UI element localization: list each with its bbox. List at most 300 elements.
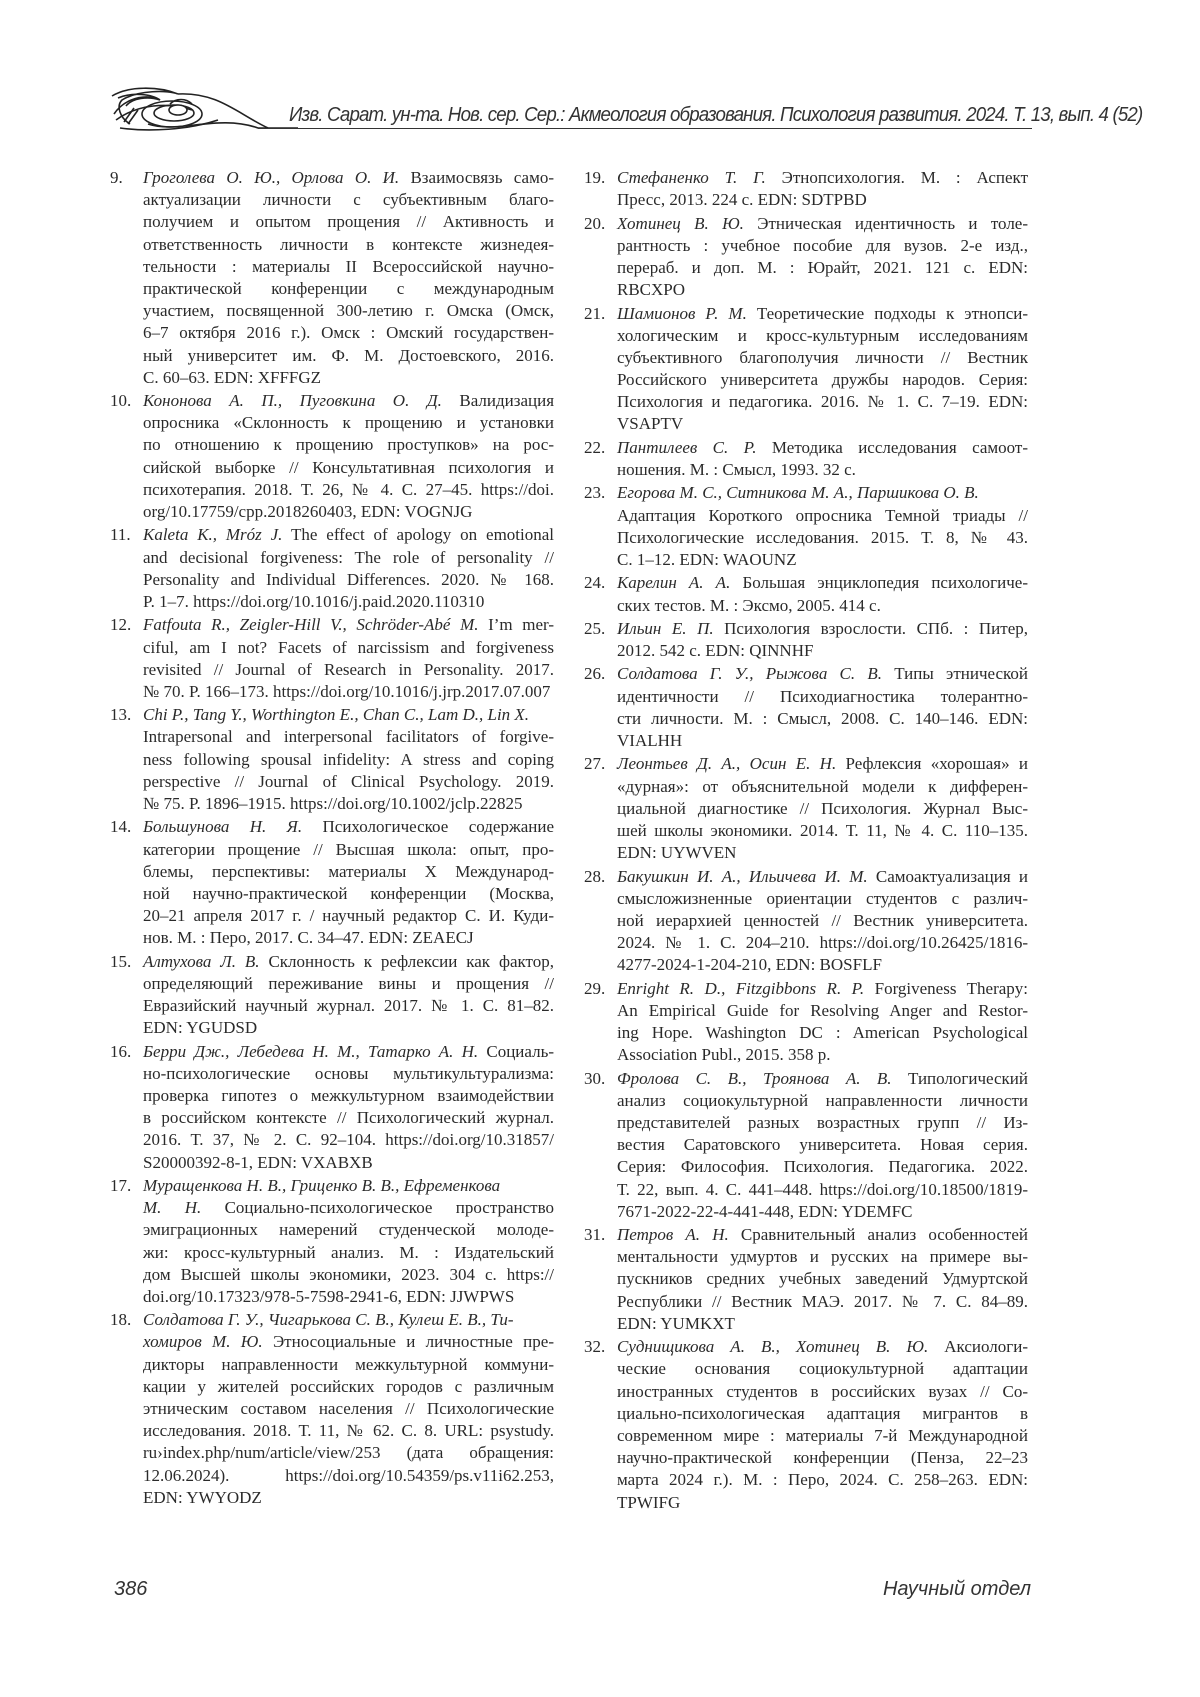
reference-text: вестия Саратовского университета. Новая серия.: [617, 1135, 1028, 1155]
reference-line: [617, 753, 1028, 775]
reference-line: [143, 1354, 554, 1376]
reference-line: [617, 1403, 1028, 1425]
reference-text: шей школы экономики. 2014. Т. 11, № 4. С. 110–135.: [617, 820, 1028, 840]
reference-line: [143, 390, 554, 412]
reference-item: [584, 618, 1028, 662]
reference-item: [110, 524, 554, 613]
reference-line: [617, 213, 1028, 235]
reference-text: получием и опытом прощения // Активность и: [143, 212, 554, 232]
reference-text: № 75. P. 1896–1915. https://doi.org/10.1002/jclp.22825: [143, 794, 523, 813]
reference-text: 2016. Т. 37, № 2. С. 92–104. https://doi.org/10.31857/: [143, 1130, 554, 1150]
reference-line: [143, 234, 554, 256]
reference-number: 23.: [584, 483, 606, 503]
reference-text: пускников средних учебных заведений Удмуртской: [617, 1269, 1028, 1289]
reference-text: Рефлексия «хорошая» и: [845, 754, 1029, 774]
reference-line: [143, 681, 554, 703]
reference-authors: М. Н.: [143, 1198, 202, 1218]
reference-number: 14.: [110, 817, 132, 837]
reference-text: Forgiveness Therapy:: [874, 978, 1028, 998]
reference-text: но-психологические основы мультикультурализма:: [143, 1063, 554, 1083]
reference-item: [584, 663, 1028, 752]
reference-line: [143, 861, 554, 883]
reference-item: [110, 167, 554, 389]
reference-text: идентичности // Психодиагностика толерантно-: [617, 686, 1028, 706]
reference-line: [617, 686, 1028, 708]
reference-text: современном мире : материалы 7-й Международной: [617, 1425, 1028, 1445]
reference-line: [143, 1286, 554, 1308]
reference-text: ментальности удмуртов и русских на примере вы-: [617, 1247, 1028, 1267]
reference-line: [617, 798, 1028, 820]
reference-line: [617, 1425, 1028, 1447]
reference-line: [617, 1447, 1028, 1469]
reference-number: 10.: [110, 391, 132, 411]
reference-line: [143, 1041, 554, 1063]
reference-line: [617, 1381, 1028, 1403]
reference-line: [143, 1129, 554, 1151]
reference-line: [617, 1000, 1028, 1022]
reference-authors: Петров А. Н.: [617, 1225, 729, 1245]
reference-text: 20–21 апреля 2017 г. / научный редактор С. И. Куди-: [143, 906, 554, 926]
reference-text: анализ социокультурной направленности личности: [617, 1090, 1028, 1110]
reference-item: [584, 213, 1028, 302]
reference-line: [143, 1376, 554, 1398]
reference-line: [617, 1112, 1028, 1134]
reference-text: Intrapersonal and interpersonal facilitators of forgive-: [143, 727, 554, 747]
reference-line: [143, 704, 554, 726]
reference-item: [584, 1336, 1028, 1514]
reference-line: [617, 954, 1028, 976]
reference-line: [143, 839, 554, 861]
reference-number: 31.: [584, 1225, 606, 1245]
reference-text: I’m mer-: [488, 615, 555, 635]
reference-line: [143, 1017, 554, 1039]
reference-line: [617, 730, 1028, 752]
reference-line: [617, 1090, 1028, 1112]
reference-line: [143, 1398, 554, 1420]
reference-line: [617, 1179, 1028, 1201]
reference-line: [617, 549, 1028, 571]
reference-line: [143, 816, 554, 838]
reference-line: [617, 1313, 1028, 1335]
reference-line: [617, 1291, 1028, 1313]
reference-text: опросника «Склонность к прощению и установки: [143, 413, 554, 433]
reference-line: [617, 866, 1028, 888]
reference-line: [617, 1268, 1028, 1290]
reference-number: 13.: [110, 705, 132, 725]
reference-number: 26.: [584, 664, 606, 684]
reference-number: 29.: [584, 978, 606, 998]
reference-text: An Empirical Guide for Resolving Anger and Restor-: [617, 1000, 1028, 1020]
reference-text: рантность : учебное пособие для вузов. 2-е изд.,: [617, 235, 1028, 255]
reference-text: субъективного благополучия личности // Вестник: [617, 347, 1028, 367]
reference-line: [143, 189, 554, 211]
reference-text: нов. М. : Перо, 2017. С. 34–47. EDN: ZEAECJ: [143, 928, 474, 948]
reference-text: EDN: UYWVEN: [617, 843, 737, 863]
reference-line: [617, 708, 1028, 730]
reference-text: Серия: Философия. Психология. Педагогика. 2022.: [617, 1157, 1028, 1177]
reference-line: [143, 614, 554, 636]
reference-text: 6–7 октября 2016 г.). Омск : Омский государствен-: [143, 323, 554, 343]
reference-line: [143, 524, 554, 546]
reference-line: [143, 167, 554, 189]
reference-text: Этнопсихология. М. : Аспект: [781, 168, 1029, 187]
reference-line: [617, 932, 1028, 954]
reference-number: 20.: [584, 213, 606, 233]
reference-text: Personality and Individual Differences. 2020. № 168.: [143, 569, 554, 589]
reference-authors: Пантилеев С. Р.: [617, 437, 757, 457]
reference-line: [617, 1044, 1028, 1066]
reference-line: [617, 1336, 1028, 1358]
reference-line: [143, 771, 554, 793]
reference-line: [143, 457, 554, 479]
page-number: 386: [114, 1578, 148, 1600]
journal-ornament-icon: [108, 84, 298, 134]
reference-text: ной иерархией ценностей // Вестник университета.: [617, 910, 1028, 930]
reference-line: [143, 1420, 554, 1442]
reference-line: [143, 569, 554, 591]
reference-text: Психологические исследования. 2015. Т. 8, № 43.: [617, 527, 1028, 547]
reference-text: Сравнительный анализ особенностей: [740, 1225, 1028, 1245]
reference-text: дом Высшей школы экономики, 2023. 304 с. https://: [143, 1264, 554, 1284]
reference-line: [143, 547, 554, 569]
reference-item: [584, 303, 1028, 436]
reference-item: [110, 614, 554, 703]
reference-item: [584, 1224, 1028, 1335]
reference-line: [143, 749, 554, 771]
reference-authors: Егорова М. С., Ситникова М. А., Паршикова О. В.: [617, 483, 979, 503]
reference-text: Социально-психологическое пространство: [224, 1198, 555, 1218]
reference-number: 21.: [584, 303, 606, 323]
reference-line: [143, 1175, 554, 1197]
reference-text: Психологическое содержание: [322, 817, 554, 837]
reference-text: психотерапия. 2018. Т. 26, № 4. С. 27–45. https://doi.: [143, 479, 554, 499]
reference-text: иностранных студентов в российских вузах // Со-: [617, 1381, 1028, 1401]
reference-text: Т. 22, вып. 4. С. 441–448. https://doi.org/10.18500/1819-: [617, 1179, 1028, 1199]
reference-authors: Стефаненко Т. Г.: [617, 168, 766, 187]
reference-text: perspective // Journal of Clinical Psychology. 2019.: [143, 771, 554, 791]
reference-text: 2012. 542 с. EDN: QINNHF: [617, 641, 814, 661]
reference-authors: Солдатова Г. У., Рыжова С. В.: [617, 664, 882, 684]
reference-line: [617, 369, 1028, 391]
reference-number: 25.: [584, 618, 606, 638]
reference-item: [584, 167, 1028, 211]
reference-line: [617, 1022, 1028, 1044]
reference-line: [617, 527, 1028, 549]
reference-line: [143, 322, 554, 344]
reference-text: 7671-2022-22-4-441-448, EDN: YDEMFC: [617, 1201, 913, 1221]
reference-line: [143, 434, 554, 456]
reference-authors: Enright R. D., Fitzgibbons R. P.: [617, 978, 865, 998]
reference-line: [143, 1219, 554, 1241]
reference-line: [143, 659, 554, 681]
reference-authors: Леонтьев Д. А., Осин Е. Н.: [617, 754, 837, 774]
reference-item: [584, 482, 1028, 571]
reference-line: [617, 437, 1028, 459]
reference-line: [143, 927, 554, 949]
reference-line: [143, 726, 554, 748]
reference-text: Association Publ., 2015. 358 p.: [617, 1045, 831, 1065]
reference-text: and decisional forgiveness: The role of personality //: [143, 547, 554, 567]
reference-number: 30.: [584, 1068, 606, 1088]
reference-text: практической конференции с международным: [143, 278, 554, 298]
reference-authors: Берри Дж., Лебедева Н. М., Татарко А. Н.: [143, 1041, 479, 1061]
reference-line: [617, 459, 1028, 481]
reference-line: [617, 888, 1028, 910]
reference-line: [617, 189, 1028, 211]
reference-text: исследования. 2018. Т. 11, № 62. С. 8. URL: psystudy.: [143, 1421, 554, 1441]
reference-text: марта 2024 г.). М. : Перо, 2024. С. 258–263. EDN:: [617, 1470, 1028, 1490]
reference-text: Евразийский научный журнал. 2017. № 1. С. 81–82.: [143, 996, 554, 1016]
reference-authors: Ильин Е. П.: [617, 618, 714, 638]
reference-item: [584, 753, 1028, 864]
reference-line: [143, 345, 554, 367]
reference-text: ответственность личности в контексте жизнедея-: [143, 234, 554, 254]
reference-number: 17.: [110, 1175, 132, 1195]
reference-text: Пресс, 2013. 224 с. EDN: SDTPBD: [617, 190, 867, 210]
reference-text: RBCXPO: [617, 280, 686, 300]
reference-text: 2024. № 1. С. 204–210. https://doi.org/10.26425/1816-: [617, 933, 1028, 953]
reference-item: [110, 1041, 554, 1174]
reference-text: org/10.17759/cpp.2018260403, EDN: VOGNJG: [143, 502, 473, 521]
reference-text: TPWIFG: [617, 1492, 681, 1512]
reference-authors: Шамионов Р. М.: [617, 303, 747, 323]
reference-text: Теоретические подходы к этнопси-: [756, 303, 1028, 323]
reference-line: [617, 776, 1028, 798]
reference-authors: Суднищикова А. В., Хотинец В. Ю.: [617, 1337, 929, 1357]
reference-line: [617, 279, 1028, 301]
reference-text: S20000392-8-1, EDN: VXABXB: [143, 1152, 373, 1172]
reference-text: 12.06.2024). https://doi.org/10.54359/ps.v11i62.253,: [143, 1465, 554, 1485]
reference-text: представителей разных возрастных групп // Из-: [617, 1112, 1028, 1132]
reference-line: [143, 995, 554, 1017]
reference-text: смысложизненные ориентации студентов с различ-: [617, 888, 1028, 908]
reference-text: ной научно-практической конференции (Москва,: [143, 883, 554, 903]
reference-number: 18.: [110, 1310, 132, 1330]
reference-line: [617, 1068, 1028, 1090]
reference-text: Этносоциальные и личностные пре-: [272, 1332, 554, 1352]
reference-item: [584, 866, 1028, 977]
reference-text: ciful, am I not? Facets of narcissism and forgiveness: [143, 637, 554, 657]
reference-text: определяющий переживание вины и прощения //: [143, 973, 554, 993]
reference-text: Взаимосвязь само-: [410, 168, 554, 187]
reference-line: [143, 1442, 554, 1464]
reference-line: [617, 167, 1028, 189]
reference-line: [617, 1156, 1028, 1178]
reference-line: [143, 367, 554, 389]
reference-text: Типы этнической: [894, 664, 1028, 684]
reference-text: EDN: YGUDSD: [143, 1018, 258, 1038]
reference-line: [617, 347, 1028, 369]
reference-text: revisited // Journal of Research in Personality. 2017.: [143, 659, 554, 679]
reference-line: [143, 256, 554, 278]
reference-line: [617, 413, 1028, 435]
reference-number: 12.: [110, 615, 132, 635]
section-name: Научный отдел: [882, 1578, 1031, 1600]
reference-line: [617, 482, 1028, 504]
reference-text: Аксиологи-: [944, 1337, 1028, 1357]
reference-line: [143, 905, 554, 927]
reference-line: [143, 793, 554, 815]
reference-line: [617, 505, 1028, 527]
reference-authors: Алтухова Л. В.: [143, 951, 260, 971]
reference-number: 16.: [110, 1041, 132, 1061]
reference-line: [617, 1246, 1028, 1268]
reference-line: [143, 1085, 554, 1107]
reference-item: [584, 1068, 1028, 1223]
reference-line: [617, 910, 1028, 932]
reference-line: [143, 1465, 554, 1487]
reference-text: по отношению к прощению проступков» на рос-: [143, 435, 554, 455]
reference-line: [143, 1242, 554, 1264]
reference-text: Большая энциклопедия психологиче-: [742, 573, 1029, 593]
reference-authors: Кононова А. П., Пуговкина О. Д.: [143, 391, 442, 411]
reference-text: Психология взрослости. СПб. : Питер,: [724, 618, 1029, 638]
reference-line: [617, 842, 1028, 864]
reference-item: [110, 1309, 554, 1509]
reference-line: [143, 479, 554, 501]
reference-authors: Солдатова Г. У., Чигарькова С. В., Кулеш Е. В., Ти-: [143, 1310, 514, 1330]
reference-item: [110, 704, 554, 815]
reference-item: [110, 1175, 554, 1308]
reference-text: научно-практической конференции (Пенза, 22–23: [617, 1448, 1028, 1468]
reference-text: Типологический: [908, 1068, 1029, 1088]
reference-text: Самоактуализация и: [875, 866, 1029, 886]
reference-text: Методика исследования самоот-: [771, 437, 1028, 457]
reference-text: сийской выборке // Консультативная психология и: [143, 457, 554, 477]
reference-text: ношения. М. : Смысл, 1993. 32 с.: [617, 460, 856, 479]
reference-text: Этническая идентичность и толе-: [757, 213, 1029, 233]
reference-text: Республики // Вестник МАЭ. 2017. № 7. С. 84–89.: [617, 1291, 1028, 1311]
reference-text: участием, посвященной 300-летию г. Омска (Омск,: [143, 301, 554, 321]
reference-authors: хомиров М. Ю.: [143, 1332, 263, 1352]
reference-line: [617, 595, 1028, 617]
reference-line: [617, 1201, 1028, 1223]
reference-line: [617, 235, 1028, 257]
reference-item: [584, 437, 1028, 481]
reference-text: С. 1–12. EDN: WAOUNZ: [617, 549, 797, 569]
reference-line: [617, 640, 1028, 662]
reference-text: эмиграционных намерений студенческой молоде-: [143, 1220, 554, 1240]
reference-text: № 70. P. 166–173. https://doi.org/10.1016/j.jrp.2017.07.007: [143, 681, 551, 701]
reference-authors: Kaleta K., Mróz J.: [143, 525, 283, 545]
reference-line: [617, 303, 1028, 325]
reference-number: 28.: [584, 866, 606, 886]
reference-text: EDN: YUMKXT: [617, 1313, 735, 1333]
reference-text: циально-психологическая адаптация мигрантов в: [617, 1403, 1028, 1423]
reference-line: [143, 1331, 554, 1353]
reference-text: VIALHH: [617, 731, 683, 750]
reference-text: категории прощение // Высшая школа: опыт, про-: [143, 839, 554, 859]
reference-line: [143, 951, 554, 973]
reference-text: ru›index.php/num/article/view/253 (дата обращения:: [143, 1443, 554, 1463]
reference-text: Адаптация Короткого опросника Темной триады //: [617, 505, 1028, 525]
reference-text: циальной диагностике // Психология. Журнал Выс-: [617, 798, 1028, 818]
reference-text: хологическим и кросс-культурным исследованиям: [617, 325, 1028, 345]
reference-number: 11.: [110, 525, 131, 545]
reference-text: перераб. и доп. М. : Юрайт, 2021. 121 с. EDN:: [617, 257, 1028, 277]
reference-item: [110, 816, 554, 949]
reference-line: [143, 1487, 554, 1509]
reference-text: сти личности. М. : Смысл, 2008. С. 140–146. EDN:: [617, 708, 1028, 728]
reference-number: 15.: [110, 951, 132, 971]
reference-line: [143, 1197, 554, 1219]
reference-text: EDN: YWYODZ: [143, 1487, 262, 1507]
reference-line: [617, 618, 1028, 640]
reference-number: 32.: [584, 1337, 606, 1357]
reference-line: [617, 325, 1028, 347]
reference-authors: Гроголева О. Ю., Орлова О. И.: [143, 168, 400, 187]
reference-text: ing Hope. Washington DC : American Psychological: [617, 1023, 1028, 1042]
reference-text: актуализации личности с субъективным благо-: [143, 190, 554, 210]
reference-text: P. 1–7. https://doi.org/10.1016/j.paid.2020.110310: [143, 591, 485, 611]
reference-line: [143, 1152, 554, 1174]
reference-authors: Большунова Н. Я.: [143, 817, 303, 837]
reference-line: [617, 1358, 1028, 1380]
reference-authors: Бакушкин И. А., Ильичева И. М.: [617, 866, 868, 886]
reference-authors: Карелин А. А.: [617, 573, 731, 593]
reference-number: 27.: [584, 754, 606, 774]
reference-item: [110, 951, 554, 1040]
reference-authors: Фролова С. В., Троянова А. В.: [617, 1068, 892, 1088]
reference-line: [143, 211, 554, 233]
reference-text: ный университет им. Ф. М. Достоевского, 2016.: [143, 345, 554, 365]
reference-text: 4277-2024-1-204-210, EDN: BOSFLF: [617, 955, 882, 975]
reference-line: [143, 591, 554, 613]
references-column-left: [110, 167, 554, 1510]
reference-text: в российском контексте // Психологический журнал.: [143, 1108, 554, 1128]
reference-text: «дурная»: от объяснительной модели к дифферен-: [617, 776, 1028, 796]
reference-text: ских тестов. М. : Эксмо, 2005. 414 с.: [617, 595, 881, 615]
reference-text: жи: кросс-культурный анализ. М. : Издательский: [143, 1242, 554, 1262]
reference-line: [143, 501, 554, 523]
reference-line: [617, 1469, 1028, 1491]
reference-text: блемы, перспективы: материалы X Международ-: [143, 861, 554, 881]
header-rule: [258, 128, 1032, 129]
reference-text: кации у жителей российских городов с различным: [143, 1376, 554, 1396]
reference-authors: Fatfouta R., Zeigler-Hill V., Schröder-Abé M.: [143, 615, 479, 635]
reference-text: ческие основания социокультурной адаптации: [617, 1359, 1028, 1379]
reference-number: 9.: [110, 168, 123, 187]
reference-text: doi.org/10.17323/978-5-7598-2941-6, EDN: JJWPWS: [143, 1286, 515, 1306]
reference-line: [143, 973, 554, 995]
reference-text: Психология и педагогика. 2016. № 1. С. 7–19. EDN:: [617, 392, 1028, 412]
reference-line: [617, 820, 1028, 842]
reference-item: [584, 978, 1028, 1067]
reference-line: [143, 883, 554, 905]
reference-line: [617, 391, 1028, 413]
reference-text: The effect of apology on emotional: [291, 525, 555, 545]
reference-text: Социаль-: [486, 1041, 554, 1061]
reference-text: этническим составом населения // Психологические: [143, 1399, 554, 1418]
reference-line: [143, 412, 554, 434]
references-column-right: [584, 167, 1028, 1515]
reference-line: [143, 1063, 554, 1085]
journal-running-title: Изв. Сарат. ун-та. Нов. сер. Сер.: Акмеология образования. Психология развития. 2024. Т. 13, вып. 4 (52): [289, 104, 1143, 126]
reference-line: [143, 1309, 554, 1331]
reference-text: тельности : материалы II Всероссийской научно-: [143, 256, 554, 276]
reference-line: [143, 278, 554, 300]
reference-text: ness following spousal infidelity: A stress and coping: [143, 749, 554, 769]
reference-text: С. 60–63. EDN: XFFFGZ: [143, 367, 322, 387]
reference-item: [584, 572, 1028, 616]
reference-line: [143, 1264, 554, 1286]
reference-line: [143, 300, 554, 322]
reference-text: Валидизация: [459, 391, 555, 411]
reference-line: [617, 1224, 1028, 1246]
reference-text: Российского университета дружбы народов. Серия:: [617, 370, 1028, 390]
reference-text: VSAPTV: [617, 414, 684, 434]
reference-line: [617, 1134, 1028, 1156]
